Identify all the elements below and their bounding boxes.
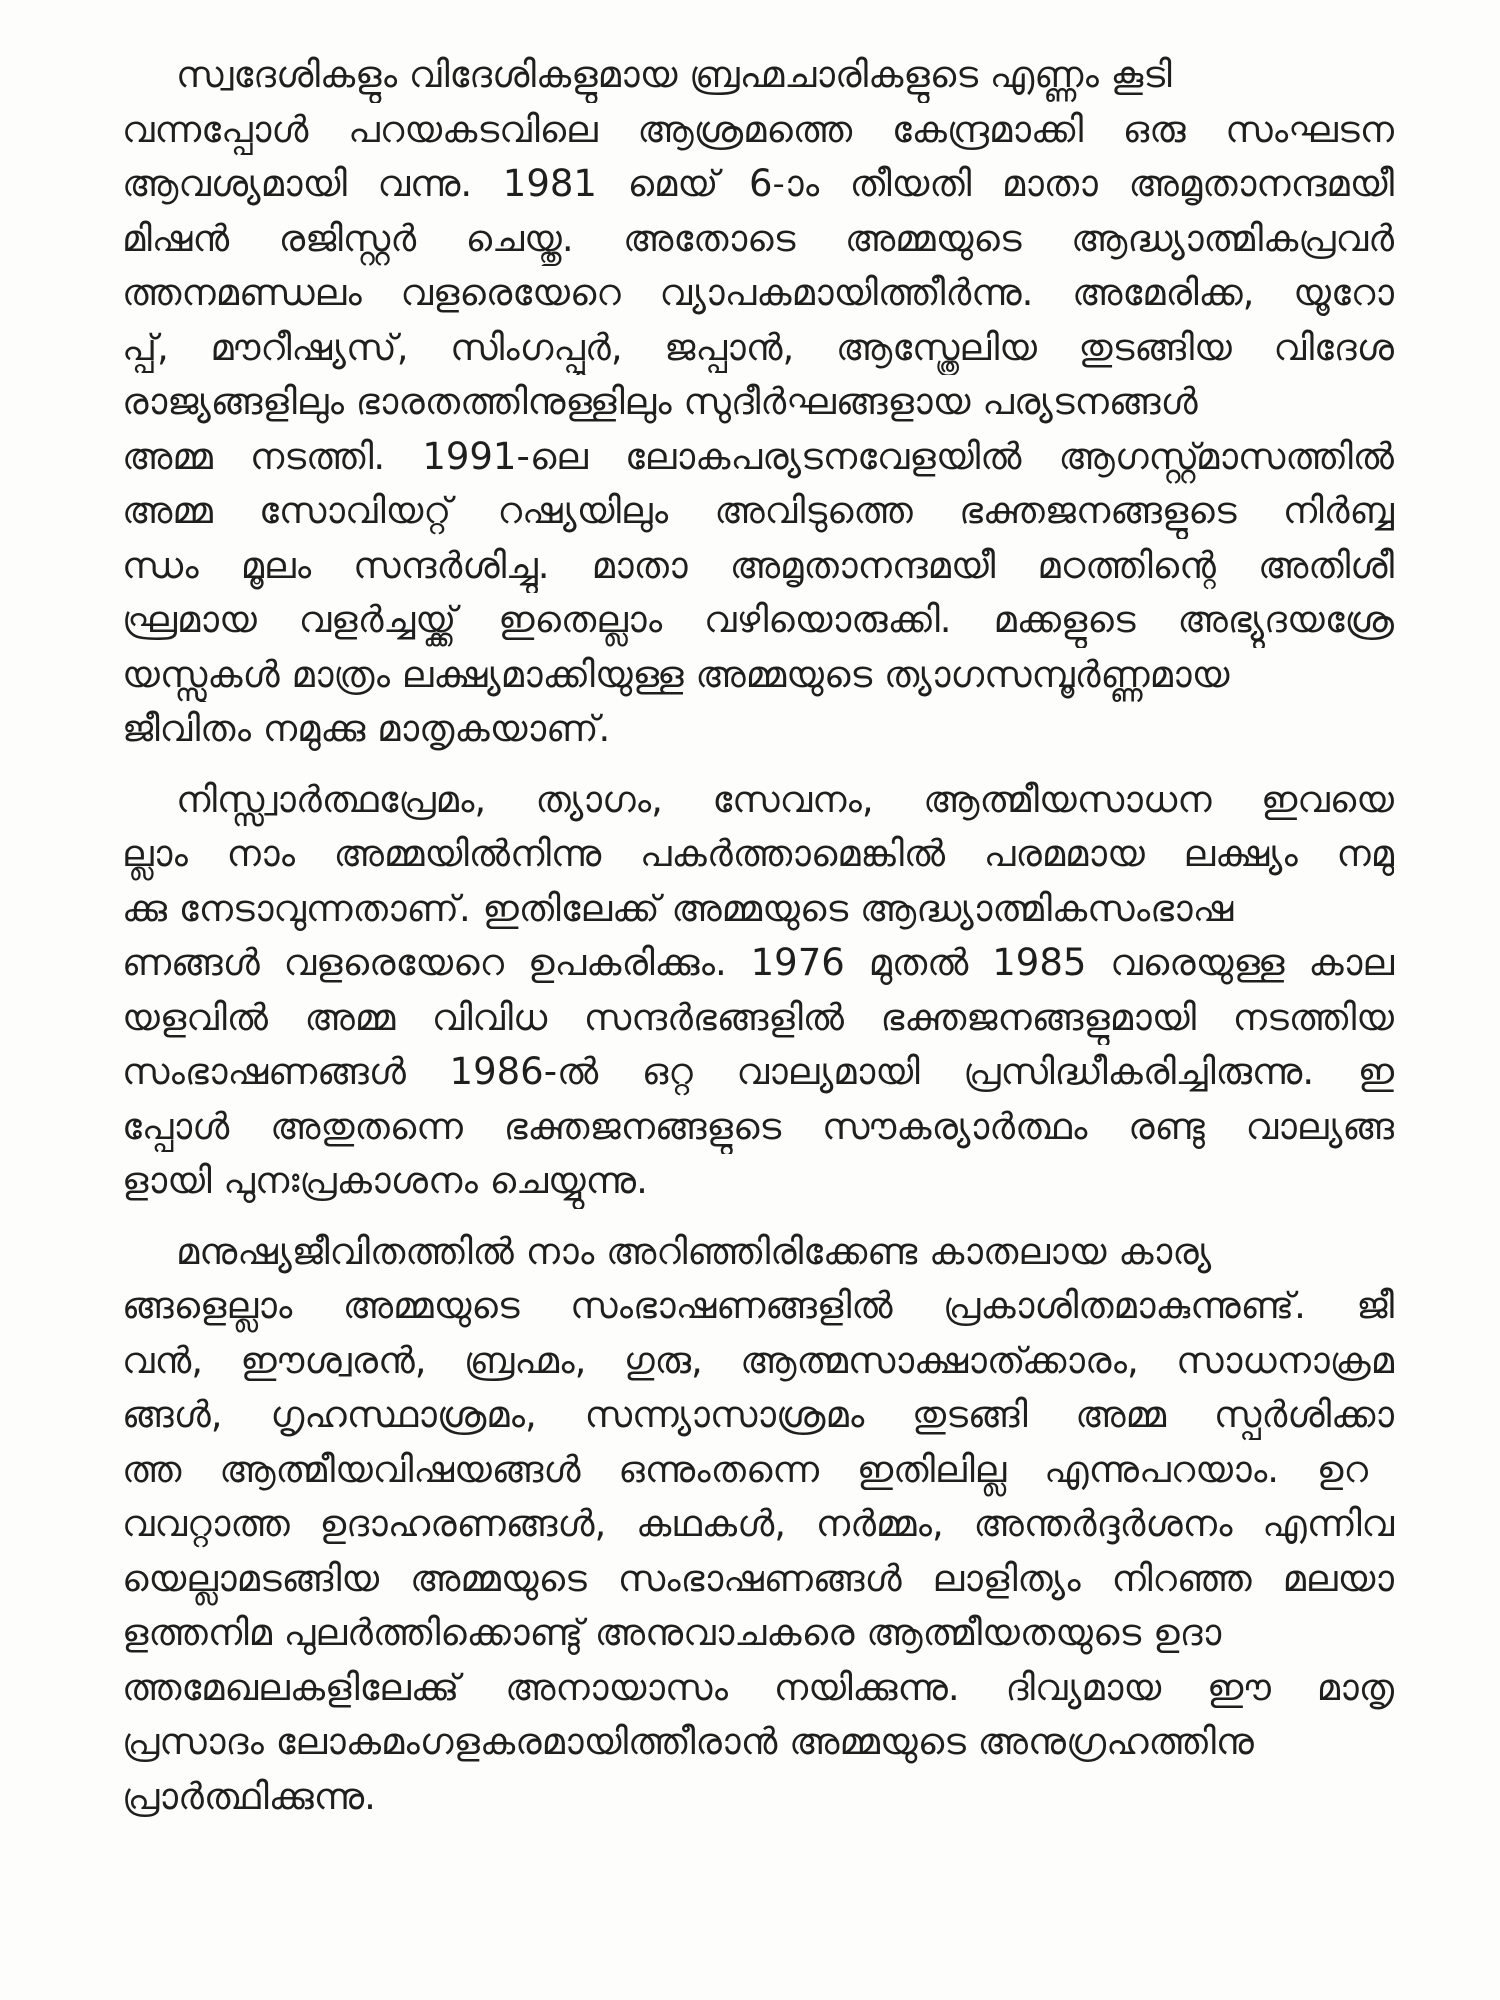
text-line: യെല്ലാമടങ്ങിയ അമ്മയുടെ സംഭാഷണങ്ങൾ ലാളിത്യം നിറഞ്ഞ മലയാ: [122, 1556, 1394, 1600]
text-line: പ്പ്, മൗറീഷ്യസ്, സിംഗപ്പൂർ, ജപ്പാൻ, ആസ്ത്രേലിയ തുടങ്ങിയ വിദേശ: [122, 325, 1394, 369]
text-line: ങ്ങൾ, ഗൃഹസ്ഥാശ്രമം, സന്ന്യാസാശ്രമം തുടങ്ങി അമ്മ സ്പർശിക്കാ: [122, 1393, 1394, 1436]
text-line: ജീവിതം നമുക്കു മാതൃകയാണ്.: [122, 707, 611, 750]
text-line: ത്തനമണ്ഡലം വളരെയേറെ വ്യാപകമായിത്തീർന്നു. അമേരിക്ക, യൂറോ: [122, 271, 1394, 314]
text-line: ക്കു നേടാവുന്നതാണ്. ഇതിലേക്ക് അമ്മയുടെ ആദ്ധ്യാത്മികസംഭാഷ: [122, 886, 1234, 930]
text-line: വവറ്റാത്ത ഉദാഹരണങ്ങൾ, കഥകൾ, നർമ്മം, അന്തർദ്ദർശനം എന്നിവ: [122, 1502, 1394, 1545]
text-line: സംഭാഷണങ്ങൾ 1986-ൽ ഒറ്റ വാല്യമായി പ്രസിദ്ധീകരിച്ചിരുന്നു. ഇ: [122, 1050, 1394, 1093]
text-line: ഘ്രമായ വളർച്ചയ്ക്ക് ഇതെല്ലാം വഴിയൊരുക്കി. മക്കളുടെ അഭ്യുദയശ്രേ: [122, 598, 1394, 641]
text-line: ങ്ങളെല്ലാം അമ്മയുടെ സംഭാഷണങ്ങളിൽ പ്രകാശിതമാകുന്നുണ്ട്. ജീ: [122, 1284, 1394, 1327]
text-line: യളവിൽ അമ്മ വിവിധ സന്ദർഭങ്ങളിൽ ഭക്തജനങ്ങളുമായി നടത്തിയ: [122, 995, 1394, 1039]
text-line: ളത്തനിമ പുലർത്തിക്കൊണ്ടു് അനുവാചകരെ ആത്മീയതയുടെ ഉദാ: [122, 1611, 1222, 1654]
text-line: ണങ്ങൾ വളരെയേറെ ഉപകരിക്കും. 1976 മുതൽ 1985 വരെയുള്ള കാല: [122, 941, 1394, 984]
text-line: അമ്മ സോവിയറ്റ് റഷ്യയിലും അവിടുത്തെ ഭക്തജനങ്ങളുടെ നിർബ്ബ: [122, 489, 1394, 532]
text-line: ളായി പുനഃപ്രകാശനം ചെയ്യുന്നു.: [122, 1159, 648, 1202]
text-line: ത്തമേഖലകളിലേക്കു് അനായാസം നയിക്കുന്നു. ദിവ്യമായ ഈ മാതൃ: [122, 1665, 1394, 1709]
text-line: നിസ്സ്വാർത്ഥപ്രേമം, ത്യാഗം, സേവനം, ആത്മീയസാധന ഇവയെ: [176, 777, 1394, 821]
text-line: പ്രസാദം ലോകമംഗളകരമായിത്തീരാൻ അമ്മയുടെ അനുഗ്രഹത്തിനു: [122, 1720, 1254, 1763]
paragraph-gap: [122, 1209, 1394, 1225]
text-line: പ്പോൾ അതുതന്നെ ഭക്തജനങ്ങളുടെ സൗകര്യാർത്ഥം രണ്ടു വാല്യങ്ങ: [122, 1104, 1394, 1148]
text-line: സ്വദേശികളും വിദേശികളുമായ ബ്രഹ്മചാരികളുടെ എണ്ണം കൂടി: [176, 53, 1172, 96]
text-line: പ്രാർത്ഥിക്കുന്നു.: [122, 1774, 376, 1818]
text-line: മനുഷ്യജീവിതത്തിൽ നാം അറിഞ്ഞിരിക്കേണ്ട കാതലായ കാര്യ: [176, 1229, 1212, 1273]
text-line: അമ്മ നടത്തി. 1991-ലെ ലോകപര്യടനവേളയിൽ ആഗസ്റ്റ്മാസത്തിൽ: [122, 434, 1394, 478]
text-line: ആവശ്യമായി വന്നു. 1981 മെയ് 6-ാം തീയതി മാതാ അമൃതാനന്ദമയീ: [122, 162, 1394, 205]
text-line: വൻ, ഈശ്വരൻ, ബ്രഹ്മം, ഗുരു, ആത്മസാക്ഷാത്ക്കാരം, സാധനാക്രമ: [122, 1338, 1394, 1382]
text-line: ത്ത ആത്മീയവിഷയങ്ങൾ ഒന്നുംതന്നെ ഇതിലില്ല എന്നുപറയാം. ഉറ: [122, 1447, 1368, 1491]
paragraph-2: [122, 773, 1394, 1209]
text-line: ല്ലാം നാം അമ്മയിൽനിന്നു പകർത്താമെങ്കിൽ പരമമായ ലക്ഷ്യം നമു: [122, 832, 1394, 875]
text-body: [122, 48, 1394, 1824]
text-line: വന്നപ്പോൾ പറയകടവിലെ ആശ്രമത്തെ കേന്ദ്രമാക്കി ഒരു സംഘടന: [122, 107, 1394, 151]
text-line: രാജ്യങ്ങളിലും ഭാരതത്തിനുള്ളിലും സുദീർഘങ്ങളായ പര്യടനങ്ങൾ: [122, 380, 1198, 423]
paragraph-3: [122, 1225, 1394, 1825]
paragraph-1: [122, 48, 1394, 757]
text-line: യസ്സുകൾ മാത്രം ലക്ഷ്യമാക്കിയുള്ള അമ്മയുടെ ത്യാഗസമ്പൂർണ്ണമായ: [122, 652, 1230, 696]
paragraph-gap: [122, 757, 1394, 773]
text-line: ന്ധം മൂലം സന്ദർശിച്ചു. മാതാ അമൃതാനന്ദമയീ മഠത്തിന്റെ അതിശീ: [122, 543, 1394, 587]
text-line: മിഷൻ രജിസ്റ്റർ ചെയ്തു. അതോടെ അമ്മയുടെ ആദ്ധ്യാത്മികപ്രവർ: [122, 216, 1394, 260]
